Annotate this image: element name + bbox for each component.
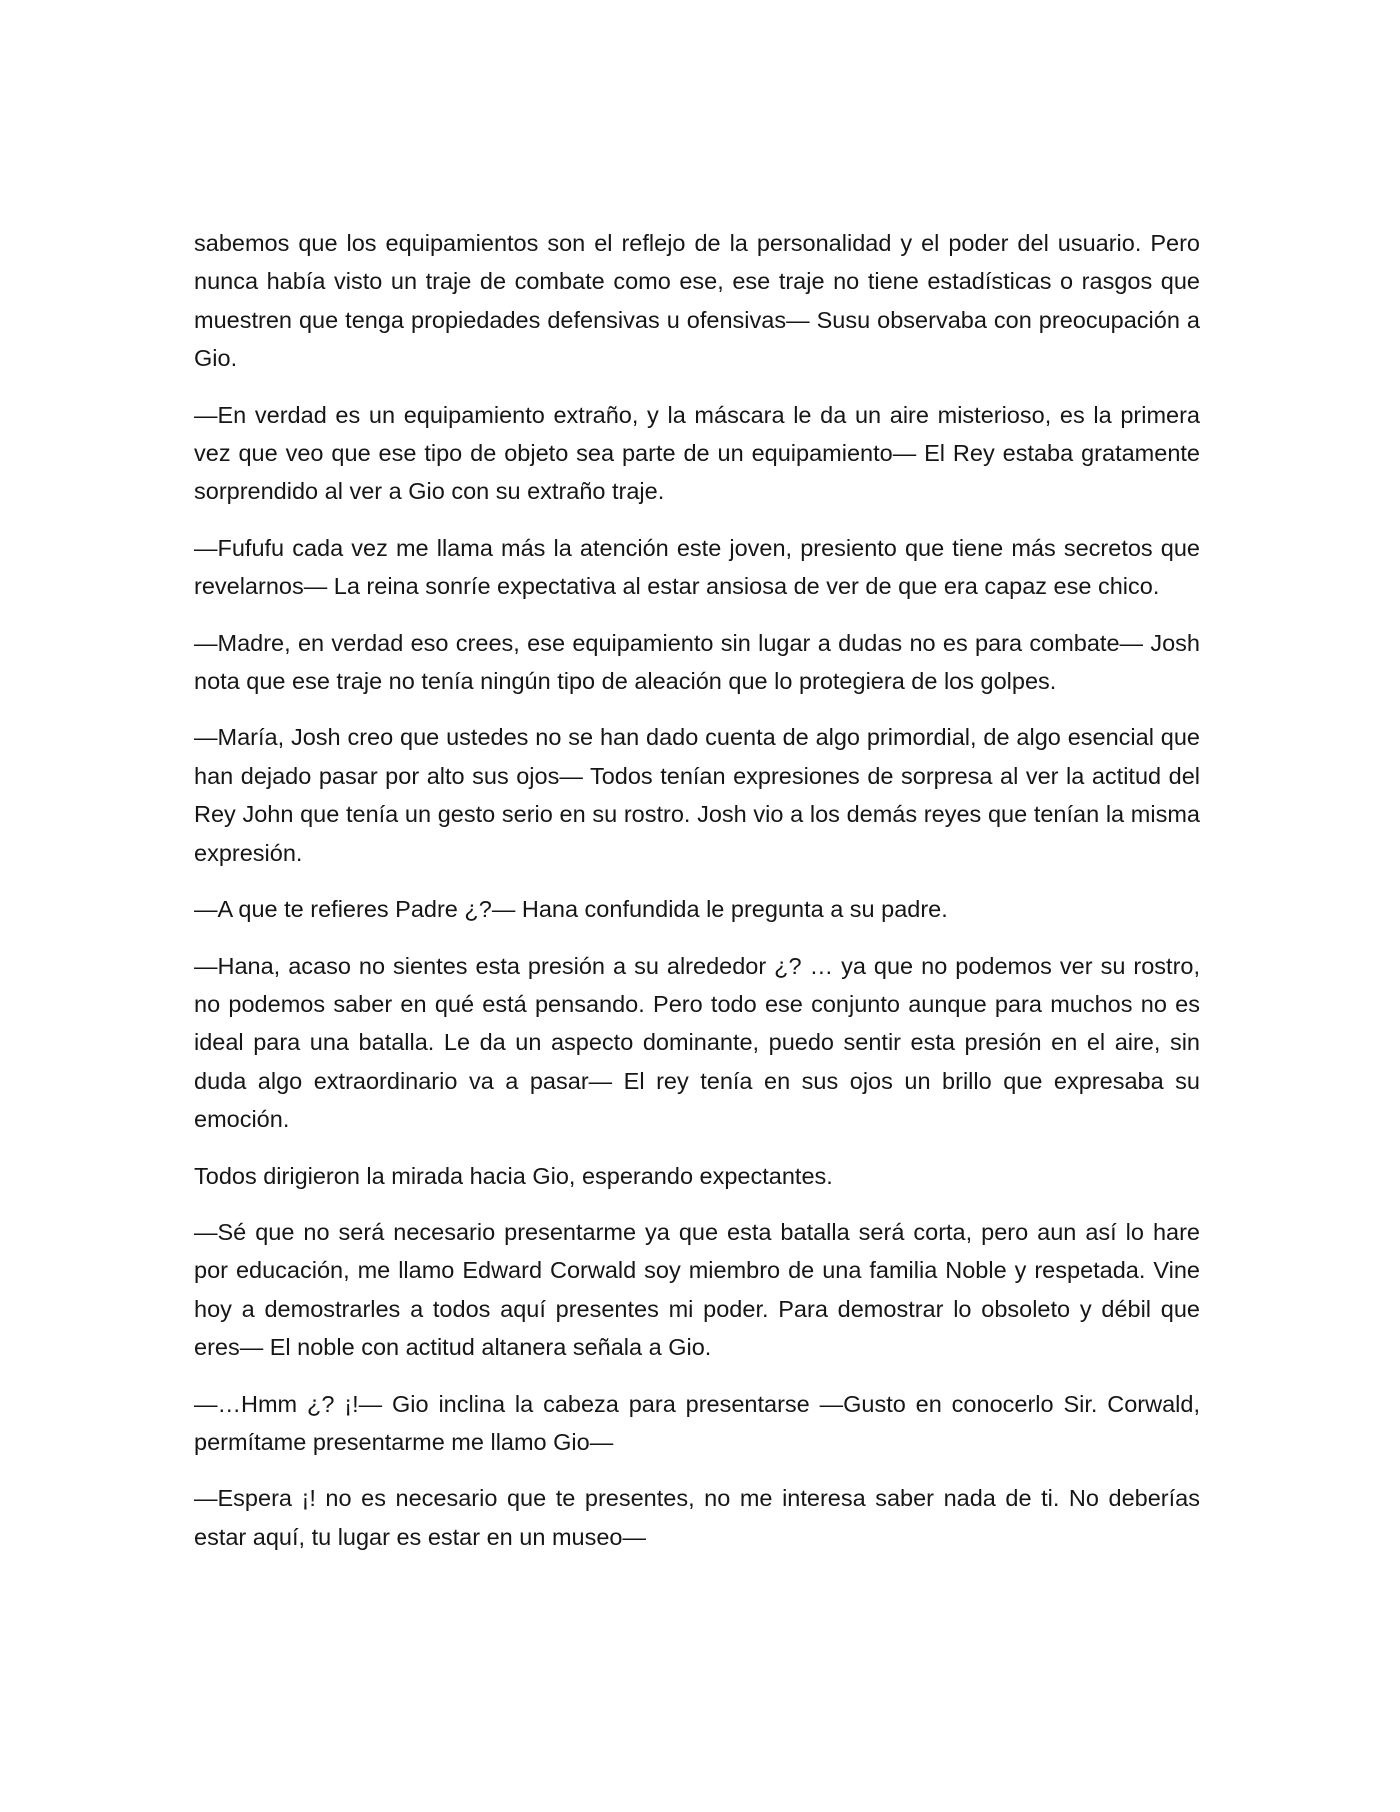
document-body bbox=[194, 224, 1200, 1574]
paragraph-11: —Espera ¡! no es necesario que te presentes, no me interesa saber nada de ti. No deberías estar aquí, tu lugar es estar en un museo— bbox=[194, 1485, 1200, 1550]
paragraph-10: —…Hmm ¿? ¡!— Gio inclina la cabeza para presentarse —Gusto en conocerlo Sir. Corwald, permítame presentarme me llamo Gio— bbox=[194, 1390, 1200, 1455]
paragraph-4: —Madre, en verdad eso crees, ese equipamiento sin lugar a dudas no es para combate— Josh nota que ese traje no tenía ningún tipo de aleación que lo protegiera de los golpes. bbox=[194, 629, 1200, 695]
paragraph-5: —María, Josh creo que ustedes no se han dado cuenta de algo primordial, de algo esencial que han dejado pasar por alto sus ojos— Todos tenían expresiones de sorpresa al ver la actitud del Rey John que tenía un gesto serio en su rostro. Josh vio a los demás reyes que tenían la misma expresión. bbox=[194, 724, 1200, 866]
paragraph-3: —Fufufu cada vez me llama más la atención este joven, presiento que tiene más secretos que revelarnos— La reina sonríe expectativa al estar ansiosa de ver de que era capaz ese chico. bbox=[194, 534, 1200, 600]
paragraph-9: —Sé que no será necesario presentarme ya que esta batalla será corta, pero aun así lo hare por educación, me llamo Edward Corwald soy miembro de una familia Noble y respetada. Vine hoy a demostrarles a todos aquí presentes mi poder. Para demostrar lo obsoleto y débil que eres— El noble con actitud altanera señala a Gio. bbox=[194, 1218, 1200, 1361]
paragraph-8: Todos dirigieron la mirada hacia Gio, esperando expectantes. bbox=[194, 1162, 833, 1189]
paragraph-1: sabemos que los equipamientos son el reflejo de la personalidad y el poder del usuario. Pero nunca había visto un traje de combate como ese, ese traje no tiene estadísticas o rasgos que muestren que tenga propiedades defensivas u ofensivas— Susu observaba con preocupación a Gio. bbox=[194, 230, 1200, 372]
paragraph-2: —En verdad es un equipamiento extraño, y la máscara le da un aire misterioso, es la primera vez que veo que ese tipo de objeto sea parte de un equipamiento— El Rey estaba gratamente sorprendido al ver a Gio con su extraño traje. bbox=[194, 401, 1200, 505]
paragraph-6: —A que te refieres Padre ¿?— Hana confundida le pregunta a su padre. bbox=[194, 896, 948, 923]
paragraph-7: —Hana, acaso no sientes esta presión a su alrededor ¿? … ya que no podemos ver su rostro, no podemos saber en qué está pensando. Pero todo ese conjunto aunque para muchos no es ideal para una batalla. Le da un aspecto dominante, puedo sentir esta presión en el aire, sin duda algo extraordinario va a pasar— El rey tenía en sus ojos un brillo que expresaba su emoción. bbox=[194, 952, 1200, 1133]
